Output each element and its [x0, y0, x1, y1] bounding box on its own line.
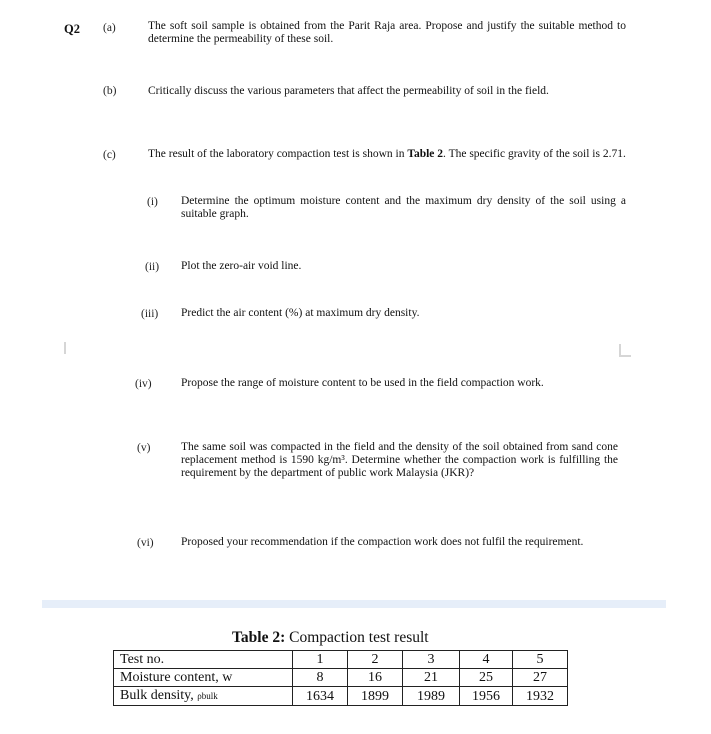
table-cell: 1956 — [460, 687, 513, 706]
table-cell: 8 — [293, 669, 348, 687]
table-cell: 27 — [513, 669, 568, 687]
table-cell: 1932 — [513, 687, 568, 706]
subpart-v-text: The same soil was compacted in the field and the density of the soil obtained from sand cone replacement method is 1590 kg/m³. Determine whether the compaction work is fulfilling the requirement by the department of public work Malaysia (JKR)? — [181, 441, 618, 479]
part-b-text: Critically discuss the various parameters that affect the permeability of soil in the field. — [148, 85, 549, 97]
table-cell: 1634 — [293, 687, 348, 706]
row-header-bulk-density: Bulk density, ρbulk — [114, 687, 293, 706]
question-number: Q2 — [64, 22, 80, 36]
subpart-ii-text: Plot the zero-air void line. — [181, 260, 302, 272]
compaction-table — [113, 650, 568, 706]
subpart-iii-text: Predict the air content (%) at maximum dry density. — [181, 307, 420, 319]
table-cell: 16 — [348, 669, 403, 687]
subpart-vi-label: (vi) — [137, 537, 154, 549]
scan-mark-right-horizontal — [619, 355, 631, 357]
subpart-ii-label: (ii) — [145, 261, 160, 273]
table-title: Table 2: Compaction test result — [232, 629, 429, 646]
scan-mark-left — [64, 342, 66, 354]
subpart-i-text: Determine the optimum moisture content and the maximum dry density of the soil using a suitable graph. — [181, 195, 626, 220]
table-cell: 5 — [513, 651, 568, 669]
row-header-moisture-content: Moisture content, w — [114, 669, 293, 687]
subpart-iv-label: (iv) — [135, 378, 152, 390]
part-b-label: (b) — [103, 85, 117, 97]
subpart-v-label: (v) — [137, 442, 151, 454]
table-row — [114, 687, 568, 706]
part-a-label: (a) — [103, 22, 116, 34]
table-cell: 1989 — [403, 687, 460, 706]
subpart-iii-label: (iii) — [141, 308, 159, 320]
table-cell: 21 — [403, 669, 460, 687]
page-divider — [42, 600, 666, 608]
part-c-label: (c) — [103, 149, 116, 161]
subpart-i-label: (i) — [147, 196, 158, 208]
subpart-iv-text: Propose the range of moisture content to be used in the field compaction work. — [181, 377, 544, 389]
table-row — [114, 669, 568, 687]
table-cell: 4 — [460, 651, 513, 669]
table-cell: 2 — [348, 651, 403, 669]
subpart-vi-text: Proposed your recommendation if the compaction work does not fulfil the requirement. — [181, 536, 584, 548]
table-cell: 3 — [403, 651, 460, 669]
table-cell: 1899 — [348, 687, 403, 706]
table-row — [114, 651, 568, 669]
row-header-test-no: Test no. — [114, 651, 293, 669]
part-a-text: The soft soil sample is obtained from the Parit Raja area. Propose and justify the suitable method to determine the permeability of these soil. — [148, 20, 626, 45]
table-cell: 25 — [460, 669, 513, 687]
part-c-text: The result of the laboratory compaction test is shown in Table 2. The specific gravity of the soil is 2.71. — [148, 148, 626, 160]
table-cell: 1 — [293, 651, 348, 669]
